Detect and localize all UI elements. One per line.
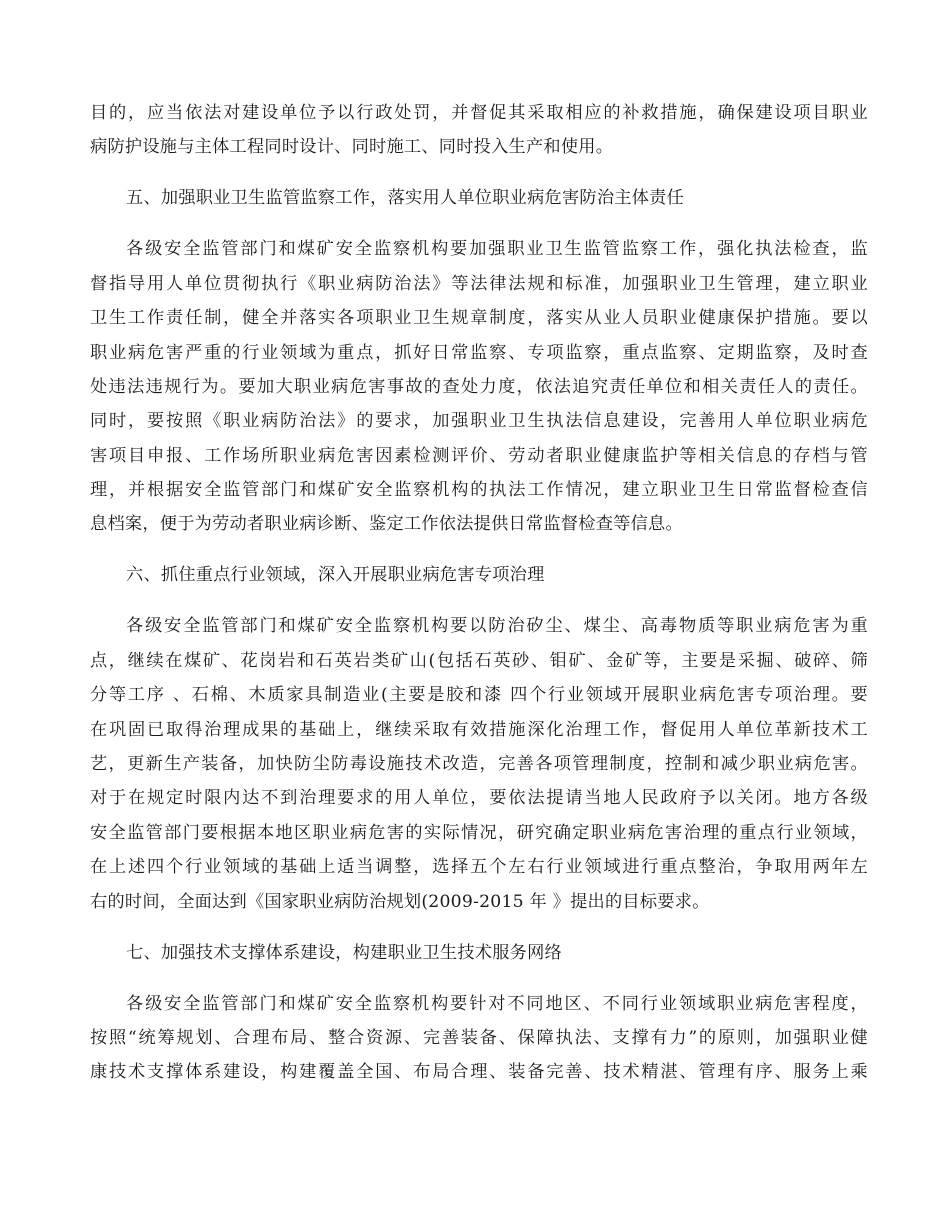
paragraph-spacer <box>90 165 868 182</box>
section-heading <box>90 936 868 970</box>
paragraph-line: 在巩固已取得治理成果的基础上，继续采取有效措施深化治理工作，督促用人单位革新技术工 <box>90 719 868 740</box>
paragraph-line: 康技术支撑体系建设，构建覆盖全国、布局合理、装备完善、技术精湛、管理有序、服务上乘 <box>90 1062 868 1083</box>
paragraph-line: 安全监管部门要根据本地区职业病危害的实际情况，研究确定职业病危害治理的重点行业领域， <box>90 822 868 843</box>
paragraph-line: 按照“统筹规划、合理布局、整合资源、完善装备、保障执法、支撑有力”的原则，加强职业健 <box>90 1027 868 1048</box>
paragraph-line: 卫生工作责任制，健全并落实各项职业卫生规章制度，落实从业人员职业健康保护措施。要以 <box>90 308 868 329</box>
paragraph-line: 理，并根据安全监管部门和煤矿安全监察机构的执法工作情况，建立职业卫生日常监督检查信 <box>90 480 868 501</box>
heading-text: 五、加强职业卫生监管监察工作，落实用人单位职业病危害防治主体责任 <box>126 188 685 209</box>
body-paragraph <box>90 609 868 919</box>
paragraph-spacer <box>90 970 868 987</box>
paragraph-line: 同时，要按照《职业病防治法》的要求，加强职业卫生执法信息建设，完善用人单位职业病危 <box>90 411 868 432</box>
paragraph-line: 处违法违规行为。要加大职业病危害事故的查处力度，依法追究责任单位和相关责任人的责任。 <box>90 376 868 397</box>
paragraph-line: 各级安全监管部门和煤矿安全监察机构要针对不同地区、不同行业领域职业病危害程度， <box>126 993 868 1014</box>
paragraph-line: 各级安全监管部门和煤矿安全监察机构要加强职业卫生监管监察工作，强化执法检查，监 <box>126 239 868 260</box>
paragraph-spacer <box>90 216 868 233</box>
paragraph-line: 息档案，便于为劳动者职业病诊断、鉴定工作依法提供日常监督检查等信息。 <box>90 514 683 535</box>
body-paragraph <box>90 232 868 542</box>
paragraph-line: 点，继续在煤矿、花岗岩和石英岩类矿山(包括石英砂、钼矿、金矿等，主要是采掘、破碎、筛 <box>90 650 868 671</box>
paragraph-spacer <box>90 542 868 559</box>
paragraph-line: 艺，更新生产装备，加快防尘防毒设施技术改造，完善各项管理制度，控制和减少职业病危害。 <box>90 754 868 775</box>
paragraph-line: 各级安全监管部门和煤矿安全监察机构要以防治矽尘、煤尘、高毒物质等职业病危害为重 <box>126 616 868 637</box>
body-paragraph <box>90 987 868 1090</box>
section-heading <box>90 558 868 592</box>
paragraph-line: 在上述四个行业领域的基础上适当调整，选择五个左右行业领域进行重点整治，争取用两年左 <box>90 857 868 878</box>
paragraph-spacer <box>90 593 868 610</box>
paragraph-line: 害项目申报、工作场所职业病危害因素检测评价、劳动者职业健康监护等相关信息的存档与管 <box>90 445 868 466</box>
paragraph-continued <box>90 96 868 165</box>
paragraph-line: 目的，应当依法对建设单位予以行政处罚，并督促其采取相应的补救措施，确保建设项目职业 <box>90 103 868 123</box>
heading-text: 六、抓住重点行业领域，深入开展职业病危害专项治理 <box>126 565 545 586</box>
heading-text: 七、加强技术支撑体系建设，构建职业卫生技术服务网络 <box>126 942 562 963</box>
paragraph-line: 对于在规定时限内达不到治理要求的用人单位，要依法提请当地人民政府予以关闭。地方各级 <box>90 788 868 809</box>
paragraph-line: 督指导用人单位贯彻执行《职业病防治法》等法律法规和标准，加强职业卫生管理，建立职业 <box>90 273 868 294</box>
paragraph-line: 分等工序 、石棉、木质家具制造业(主要是胶和漆 四个行业领域开展职业病危害专项治理。要 <box>90 685 868 706</box>
paragraph-line: 右的时间，全面达到《国家职业病防治规划(2009-2015 年 》提出的目标要求。 <box>90 891 710 912</box>
paragraph-line: 病防护设施与主体工程同时设计、同时施工、同时投入生产和使用。 <box>90 137 614 158</box>
paragraph-spacer <box>90 919 868 936</box>
paragraph-line: 职业病危害严重的行业领域为重点，抓好日常监察、专项监察，重点监察、定期监察，及时查 <box>90 342 868 363</box>
section-heading <box>90 181 868 215</box>
document-page <box>90 96 868 1090</box>
